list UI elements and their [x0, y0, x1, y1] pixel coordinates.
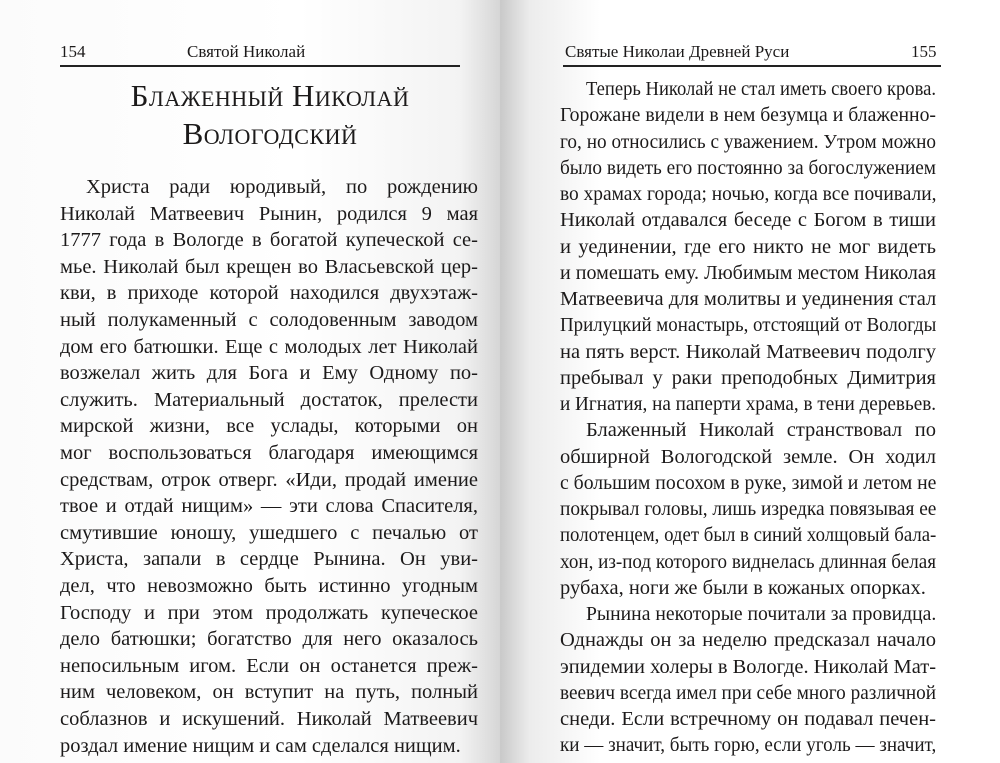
- text-line: снеди. Если встречному он подавал печен-: [560, 708, 936, 730]
- text-line: роздал имение нищим и сам сделался нищим.: [60, 734, 461, 757]
- text-line: Теперь Николай не стал иметь своего крова.: [586, 78, 936, 100]
- running-head: Святые Николаи Древней Руси: [565, 42, 790, 61]
- text-line: и Игнатия, на паперти храма, в тени деревьев.: [560, 393, 937, 415]
- text-line: мирской жизни, все услады, которыми он: [60, 415, 478, 438]
- text-line: и уединении, где его никто не мог видеть: [560, 235, 936, 258]
- text-line: Христа ради юродивый, по рождению: [86, 176, 478, 198]
- text-line: смутившие юношу, ушедшего с печалью от: [60, 521, 478, 544]
- text-line: Николай отдавался беседе с Богом в тиши: [560, 209, 936, 232]
- text-line: мог воспользоваться благодаря имеющимся: [60, 442, 478, 464]
- text-line: на пять верст. Николай Матвеевич подолгу: [560, 340, 936, 363]
- header-rule: [60, 65, 460, 67]
- text-line: веевич всегда имел при себе много различной: [560, 681, 937, 704]
- text-line: Господу и при этом продолжать купеческое: [60, 601, 478, 624]
- text-line: мье. Николай был крещен во Власьевской цер-: [60, 255, 478, 278]
- chapter-title-line-2: Вологодский: [182, 116, 358, 151]
- text-line: пребывал у раки преподобных Димитрия: [560, 366, 936, 389]
- right-page: [500, 0, 1000, 763]
- text-line: кви, в приходе которой находился двухэтаж-: [60, 282, 478, 305]
- header-rule: [563, 65, 941, 67]
- text-line: Блаженный Николай странствовал по: [586, 419, 936, 442]
- text-line: дом его батюшки. Еще с молодых лет Николай: [60, 335, 478, 358]
- text-line: твое и отдай нищим» — эти слова Спасителя,: [60, 495, 478, 518]
- text-line: Христа, запали в сердце Рынина. Он уви-: [60, 548, 478, 571]
- text-line: дело батюшки; богатство для него оказалось: [60, 628, 478, 651]
- text-line: полотенцем, одет был в синий холщовый бала-: [560, 524, 937, 547]
- text-line: рубаха, ноги же были в кожаных опорках.: [560, 576, 926, 599]
- text-line: и помешать ему. Любимым местом Николая: [560, 261, 936, 284]
- page-number: 154: [60, 42, 86, 61]
- text-line: ный полукаменный с солодовенным заводом: [60, 309, 478, 331]
- text-line: Рынина некоторые почитали за провидца.: [586, 603, 937, 625]
- text-line: го, но относились с уважением. Утром можно: [560, 130, 936, 153]
- text-line: непосильным игом. Если он останется преж-: [60, 654, 478, 677]
- text-line: дел, что невозможно быть истинно угодным: [60, 575, 478, 597]
- page-number: 155: [911, 42, 937, 61]
- text-line: обширной Вологодской земле. Он ходил: [560, 445, 936, 468]
- text-line: во храмах города; ночью, когда все почивали,: [560, 183, 937, 205]
- text-line: Горожане видели в нем безумца и блаженно-: [560, 104, 936, 127]
- text-line: служить. Материальный достаток, прелести: [60, 388, 478, 411]
- text-line: ки — значит, быть горю, если уголь — значит,: [560, 734, 937, 757]
- text-line: средствам, отрок отверг. «Иди, продай имение: [60, 468, 478, 491]
- text-line: Однажды он за неделю предсказал начало: [560, 629, 936, 652]
- text-line: Прилуцкий монастырь, отстоящий от Вологды: [560, 314, 937, 337]
- text-line: возжелал жить для Бога и Ему Одному по-: [60, 362, 478, 385]
- running-head: Святой Николай: [187, 42, 306, 61]
- chapter-title-line-1: Блаженный Николай: [130, 78, 410, 113]
- text-line: эпидемии холеры в Вологде. Николай Мат-: [560, 655, 937, 678]
- text-line: ним человеком, он вступит на путь, полный: [60, 681, 478, 704]
- text-line: соблазнов и искушений. Николай Матвеевич: [60, 708, 478, 730]
- text-line: Николай Матвеевич Рынин, родился 9 мая: [60, 202, 478, 225]
- text-line: 1777 года в Вологде в богатой купеческой се-: [60, 229, 478, 252]
- text-line: покрывал головы, лишь изредка повязывая ее: [560, 498, 937, 520]
- text-line: было видеть его постоянно за богослужением: [560, 156, 936, 179]
- text-line: с большим посохом в руке, зимой и летом не: [560, 471, 937, 494]
- text-line: Матвеевича для молитвы и уединения стал: [560, 288, 937, 310]
- text-line: хон, из-под которого виднелась длинная белая: [560, 550, 936, 573]
